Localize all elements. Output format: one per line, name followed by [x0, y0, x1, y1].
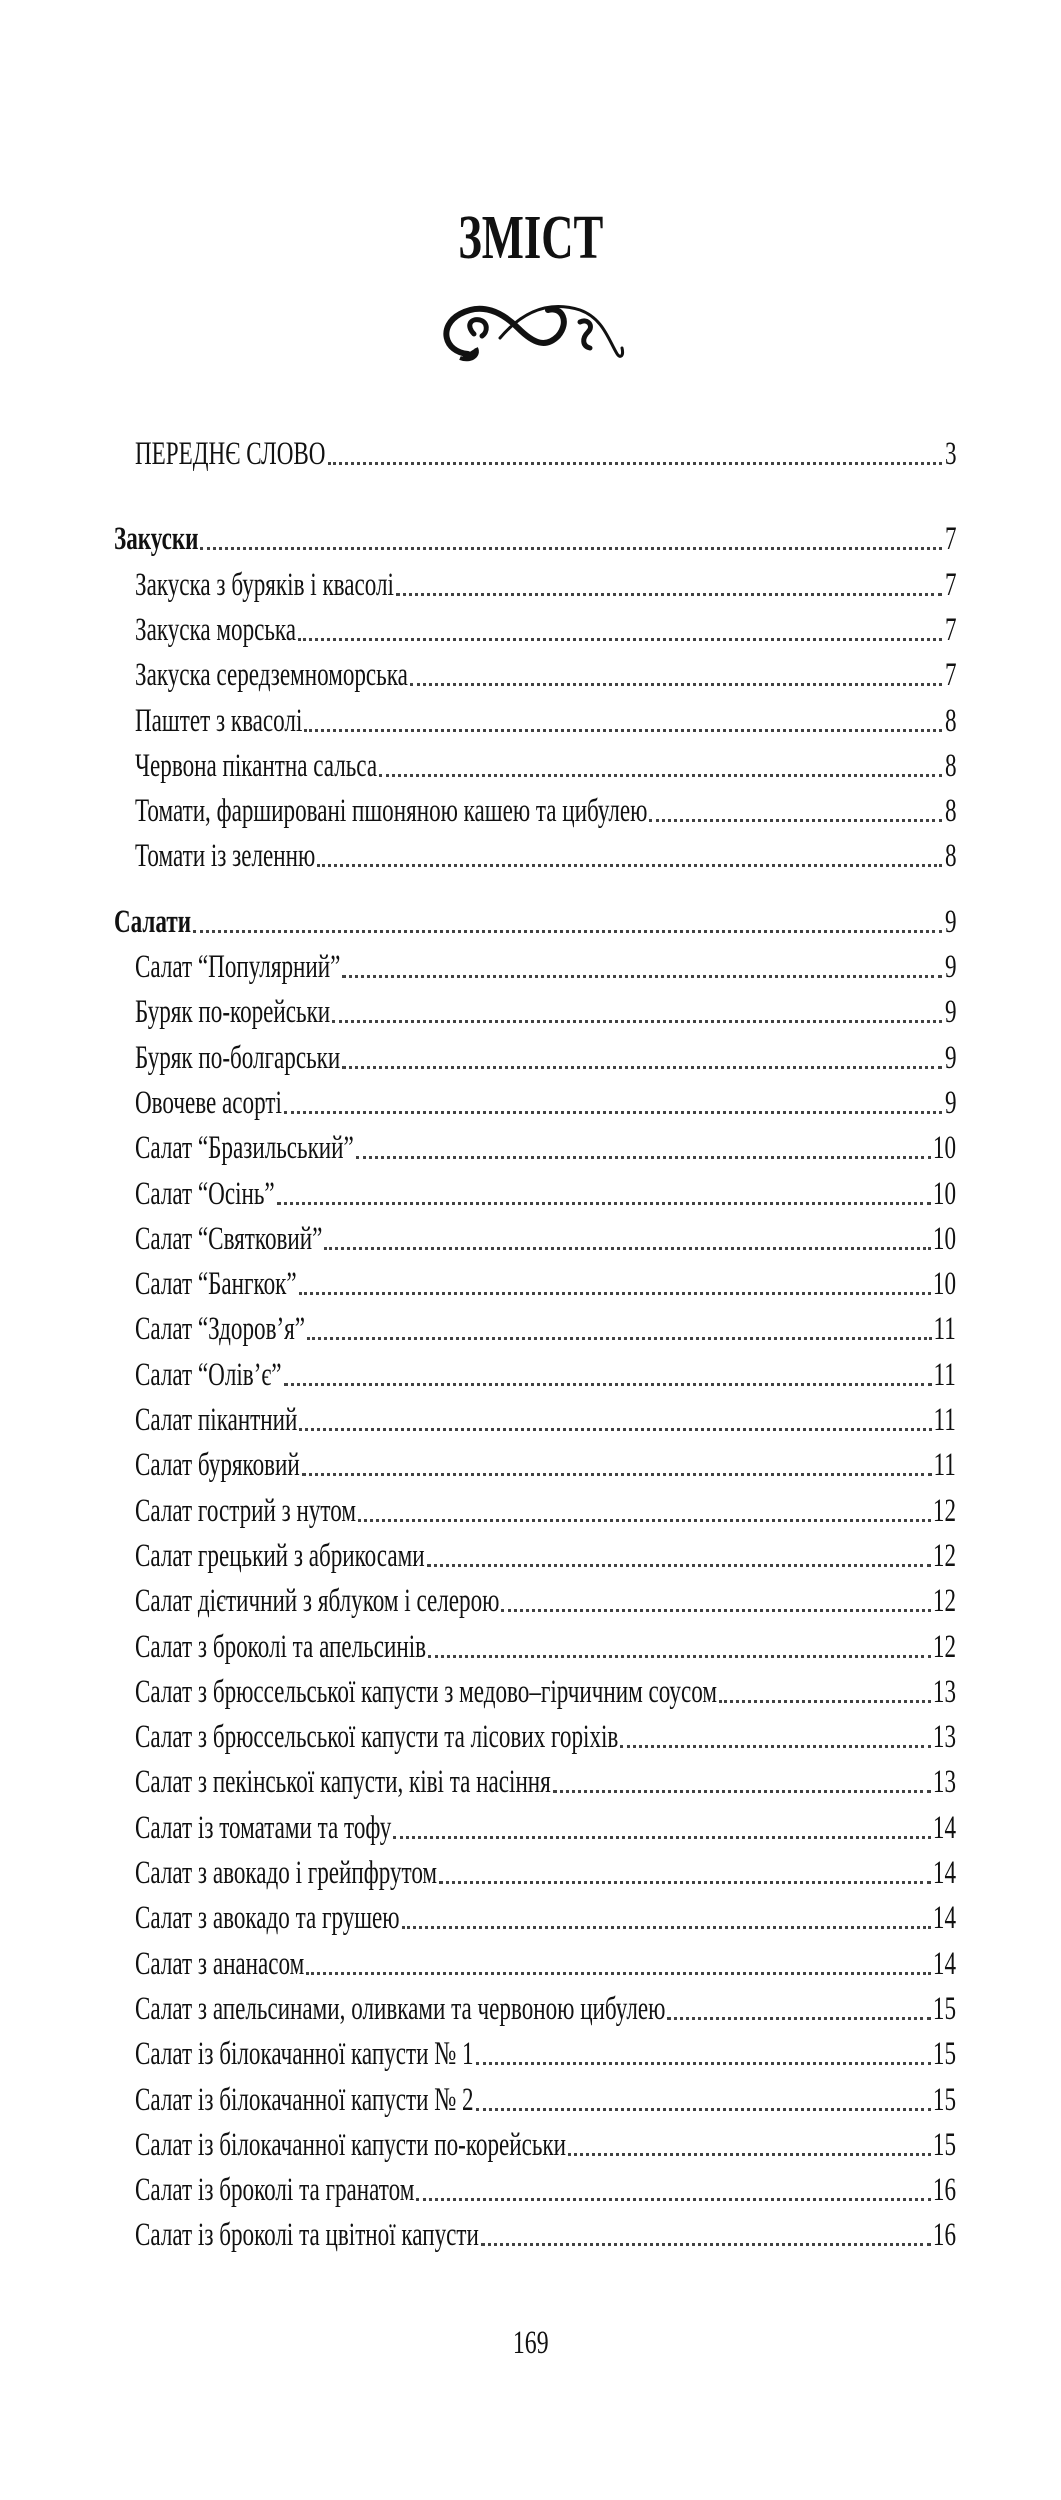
dot-leader	[324, 1247, 930, 1250]
toc-entry-row[interactable]	[135, 832, 956, 876]
toc-entry-page: 7	[944, 657, 956, 694]
toc-entry-label: Салат “Бразильський”	[135, 1130, 354, 1167]
toc-entry-page: 15	[932, 2036, 956, 2073]
dot-leader	[342, 975, 942, 978]
toc-entry-label: Салат із броколі та гранатом	[135, 2172, 415, 2209]
toc-entry-label: Салат із томатами та тофу	[135, 1809, 392, 1846]
toc-entry-row[interactable]	[135, 2211, 956, 2255]
toc-entry-row[interactable]	[135, 1668, 956, 1712]
dot-leader	[284, 1383, 932, 1386]
dot-leader	[428, 1655, 931, 1658]
toc-entry-page: 16	[932, 2172, 956, 2209]
toc-entry-label: Закуска морська	[135, 611, 297, 648]
toc-entry-page: 13	[932, 1719, 956, 1756]
toc-entry-label: Закуски	[114, 521, 199, 558]
toc-entry-page: 16	[932, 2217, 956, 2254]
page-title	[0, 204, 1061, 272]
toc-entry-row[interactable]	[135, 1487, 956, 1531]
toc-entry-page: 10	[932, 1130, 956, 1167]
toc-entry-label: Салат з броколі та апельсинів	[135, 1628, 427, 1665]
toc-entry-row[interactable]	[135, 943, 956, 987]
toc-entry-page: 15	[932, 1990, 956, 2027]
dot-leader	[396, 593, 942, 596]
toc-entry-label: Салат із білокачанної капусти № 1	[135, 2036, 474, 2073]
toc-entry-row[interactable]	[135, 1804, 956, 1848]
toc-entry-page: 12	[932, 1492, 956, 1529]
toc-entry-row[interactable]	[135, 1849, 956, 1893]
toc-entry-row[interactable]	[135, 697, 956, 741]
toc-entry-page: 8	[944, 838, 956, 875]
toc-entry-row[interactable]	[135, 1215, 956, 1259]
dot-leader	[200, 547, 942, 550]
toc-entry-row[interactable]	[135, 1260, 956, 1304]
dot-leader	[427, 1564, 931, 1567]
toc-entry-page: 8	[944, 793, 956, 830]
toc-entry-page: 13	[932, 1673, 956, 1710]
dot-leader	[553, 1790, 931, 1793]
flourish-ornament-icon	[430, 282, 640, 372]
toc-entry-label: Салат з авокадо та грушею	[135, 1900, 400, 1937]
dot-leader	[416, 2198, 931, 2201]
dot-leader	[332, 1020, 942, 1023]
toc-entry-page: 11	[933, 1402, 956, 1438]
toc-entry-page: 9	[944, 949, 956, 985]
toc-entry-label: Томати, фаршировані пшоняною кашею та цибулею	[135, 793, 648, 830]
toc-entry-page: 11	[933, 1447, 956, 1484]
toc-entry-label: Салат “Популярний”	[135, 949, 341, 985]
toc-section-row[interactable]	[114, 515, 956, 559]
dot-leader	[302, 1473, 932, 1476]
toc-entry-row[interactable]	[135, 1532, 956, 1576]
toc-entry-row[interactable]	[135, 1758, 956, 1802]
toc-entry-row[interactable]	[135, 561, 956, 605]
dot-leader	[304, 729, 942, 732]
toc-entry-row[interactable]	[135, 787, 956, 831]
toc-entry-label: Салат гострий з нутом	[135, 1492, 356, 1529]
toc-entry-label: Салат буряковий	[135, 1447, 300, 1484]
toc-entry-row[interactable]	[135, 1124, 956, 1168]
toc-entry-label: Салати	[114, 903, 192, 940]
toc-entry-page: 11	[933, 1356, 956, 1393]
toc-entry-row[interactable]	[135, 742, 956, 786]
toc-entry-row[interactable]	[135, 651, 956, 695]
dot-leader	[317, 864, 942, 867]
toc-entry-page: 14	[932, 1900, 956, 1937]
toc-entry-row[interactable]	[135, 2121, 956, 2165]
page-number-text: 169	[512, 2325, 549, 2361]
toc-entry-row[interactable]	[135, 1170, 956, 1214]
toc-entry-row[interactable]	[135, 1034, 956, 1078]
toc-entry-row[interactable]	[135, 1351, 956, 1395]
toc-entry-page: 7	[944, 521, 956, 558]
toc-entry-page: 9	[944, 903, 956, 940]
dot-leader	[476, 2108, 931, 2111]
toc-entry-label: Салат пікантний	[135, 1402, 298, 1438]
dot-leader	[410, 683, 943, 686]
toc-entry-label: Салат з пекінської капусти, ківі та насіння	[135, 1764, 551, 1801]
toc-entry-page: 11	[933, 1311, 956, 1348]
toc-entry-page: 14	[932, 1855, 956, 1891]
toc-entry-label: Закуска середземноморська	[135, 657, 408, 694]
dot-leader	[358, 1519, 931, 1522]
dot-leader	[193, 930, 942, 933]
page-number	[0, 2325, 1061, 2362]
dot-leader	[439, 1881, 931, 1884]
toc-entry-page: 8	[944, 747, 956, 784]
toc-entry-page: 15	[932, 2126, 956, 2163]
dot-leader	[402, 1926, 931, 1929]
toc-entry-label: Салат “Здоров’я”	[135, 1311, 306, 1348]
toc-entry-label: Салат з ананасом	[135, 1945, 305, 1982]
dot-leader	[568, 2153, 931, 2156]
toc-entry-row[interactable]	[135, 1305, 956, 1349]
toc-entry-label: Салат “Бангкок”	[135, 1266, 297, 1303]
dot-leader	[620, 1745, 931, 1748]
toc-entry-page: 7	[944, 566, 956, 603]
toc-entry-page: 13	[932, 1764, 956, 1801]
dot-leader	[299, 1428, 931, 1431]
toc-entry-page: 10	[932, 1175, 956, 1212]
dot-leader	[667, 2017, 931, 2020]
dot-leader	[277, 1202, 931, 1205]
toc-entry-row[interactable]	[135, 2076, 956, 2120]
toc-entry-page: 8	[944, 702, 956, 739]
toc-entry-label: Салат з авокадо і грейпфрутом	[135, 1855, 438, 1891]
toc-entry-label: Салат з брюссельської капусти та лісових горіхів	[135, 1719, 619, 1756]
toc-entry-row[interactable]	[135, 1441, 956, 1485]
toc-entry-row[interactable]	[135, 2030, 956, 2074]
dot-leader	[284, 1111, 943, 1114]
toc-entry-label: Закуска з буряків і квасолі	[135, 566, 394, 603]
toc-entry-row[interactable]	[135, 1577, 956, 1621]
toc-entry-row[interactable]	[135, 1940, 956, 1984]
toc-entry-page: 12	[932, 1628, 956, 1665]
toc-entry-page: 7	[944, 611, 956, 648]
toc-entry-label: Салат “Святковий”	[135, 1220, 323, 1257]
toc-entry-page: 3	[944, 436, 956, 472]
toc-entry-row[interactable]	[135, 606, 956, 650]
dot-leader	[719, 1700, 931, 1703]
toc-preface-row[interactable]	[135, 430, 956, 474]
dot-leader	[298, 638, 942, 641]
dot-leader	[356, 1156, 931, 1159]
dot-leader	[342, 1066, 942, 1069]
toc-entry-label: Паштет з квасолі	[135, 702, 303, 739]
toc-entry-row[interactable]	[135, 1623, 956, 1667]
toc-entry-label: Томати із зеленню	[135, 838, 316, 875]
dot-leader	[299, 1292, 931, 1295]
toc-entry-label: Салат дієтичний з яблуком і селерою	[135, 1583, 500, 1620]
toc-entry-page: 9	[944, 1084, 956, 1121]
dot-leader	[501, 1609, 930, 1612]
toc-entry-row[interactable]	[135, 1079, 956, 1123]
toc-entry-page: 9	[944, 1039, 956, 1076]
dot-leader	[481, 2243, 931, 2246]
dot-leader	[393, 1836, 931, 1839]
toc-entry-row[interactable]	[135, 1396, 956, 1440]
toc-entry-label: Салат із білокачанної капусти № 2	[135, 2081, 474, 2118]
toc-entry-page: 15	[932, 2081, 956, 2118]
toc-entry-label: Буряк по-корейськи	[135, 994, 331, 1031]
toc-entry-label: Овочеве асорті	[135, 1084, 282, 1121]
toc-entry-label: Салат грецький з абрикосами	[135, 1537, 425, 1574]
toc-entry-label: Салат із білокачанної капусти по-корейськи	[135, 2126, 566, 2163]
toc-entry-label: Червона пікантна сальса	[135, 747, 378, 784]
toc-entry-label: Буряк по-болгарськи	[135, 1039, 341, 1076]
toc-entry-label: Салат “Олів’є”	[135, 1356, 282, 1393]
toc-entry-label: Салат “Осінь”	[135, 1175, 275, 1212]
toc-entry-page: 14	[932, 1809, 956, 1846]
dot-leader	[379, 774, 942, 777]
toc-entry-row[interactable]	[135, 1713, 956, 1757]
toc-entry-page: 12	[932, 1537, 956, 1574]
toc-entry-page: 10	[932, 1220, 956, 1257]
toc-section-row[interactable]	[114, 898, 956, 942]
toc-entry-page: 12	[932, 1583, 956, 1620]
toc-entry-page: 10	[932, 1266, 956, 1303]
dot-leader	[328, 462, 943, 465]
toc-entry-row[interactable]	[135, 1894, 956, 1938]
toc-entry-label: ПЕРЕДНЄ СЛОВО	[135, 436, 326, 472]
toc-entry-row[interactable]	[135, 1985, 956, 2029]
toc-entry-label: Салат з брюссельської капусти з медово–гірчичним соусом	[135, 1673, 717, 1710]
toc-entry-page: 14	[932, 1945, 956, 1982]
dot-leader	[649, 819, 942, 822]
toc-entry-row[interactable]	[135, 988, 956, 1032]
toc-entry-page: 9	[944, 994, 956, 1031]
toc-entry-label: Салат із броколі та цвітної капусти	[135, 2217, 479, 2254]
dot-leader	[476, 2062, 931, 2065]
dot-leader	[306, 1972, 931, 1975]
toc-entry-row[interactable]	[135, 2166, 956, 2210]
dot-leader	[307, 1337, 932, 1340]
page-title-text: ЗМІСТ	[457, 204, 604, 272]
toc-entry-label: Салат з апельсинами, оливками та червоною цибулею	[135, 1990, 666, 2027]
